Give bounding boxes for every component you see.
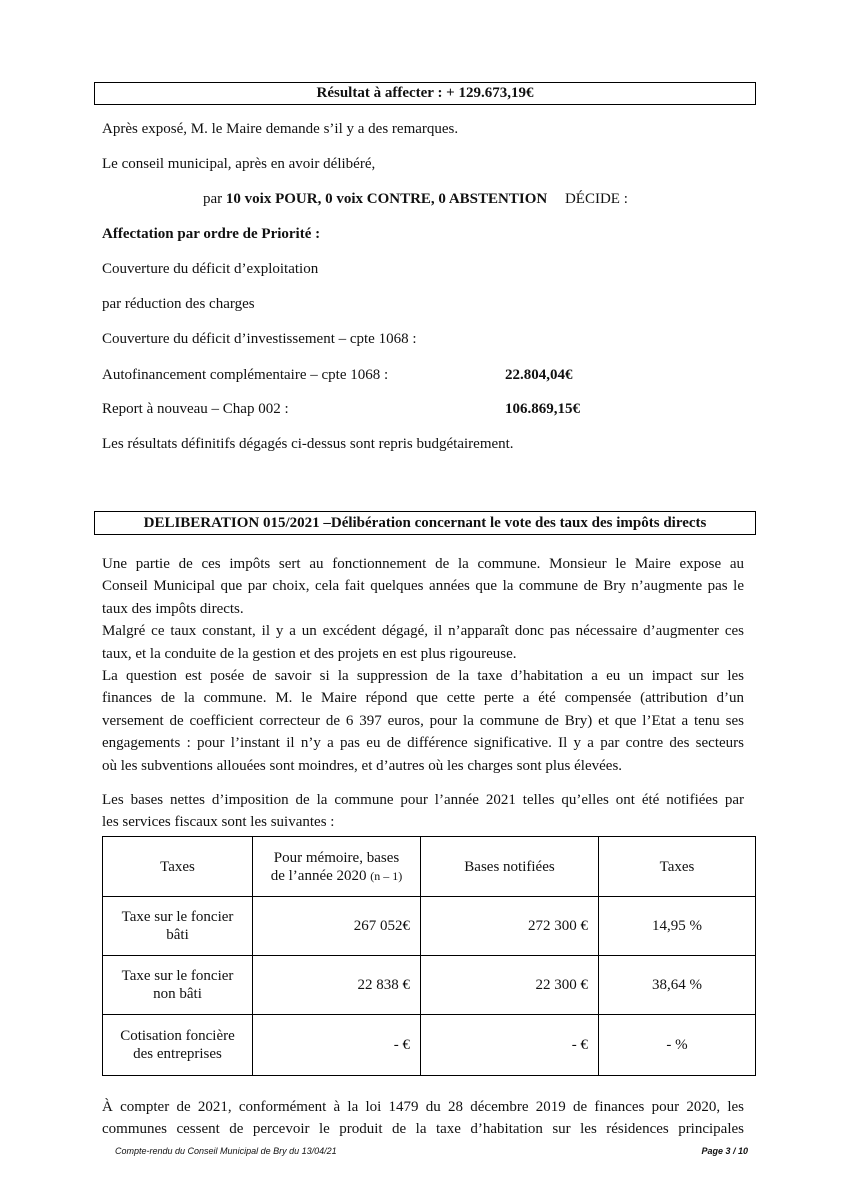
previous-base: 22 838 € xyxy=(253,956,421,1015)
autofinancement-value: 22.804,04€ xyxy=(505,367,573,383)
table-row xyxy=(103,956,756,1015)
body-line: versement de coefficient correcteur de 6 397 euros, pour la commune de Bry) et que l’Etat a tenu ses xyxy=(102,712,744,729)
header-previous-n1: (n – 1) xyxy=(370,868,403,883)
result-box-text: Résultat à affecter : + 129.673,19€ xyxy=(316,85,534,101)
body-line: La question est posée de savoir si la suppression de la taxe d’habitation a eu un impact sur les xyxy=(102,668,744,685)
tax-name-line2: non bâti xyxy=(153,986,202,1002)
remarks-text: Après exposé, M. le Maire demande s’il y a des remarques. xyxy=(102,121,459,137)
tax-name-line2: des entreprises xyxy=(133,1046,222,1062)
final-line: À compter de 2021, conformément à la loi 1479 du 28 décembre 2019 de finances pour 2020, les xyxy=(102,1099,744,1115)
tax-name-line1: Cotisation foncière xyxy=(120,1028,235,1044)
body-line: Une partie de ces impôts sert au fonctionnement de la commune. Monsieur le Maire expose au xyxy=(102,556,744,572)
tax-rate: 38,64 % xyxy=(599,956,756,1015)
final-line: communes cessent de percevoir le produit de la taxe d’habitation sur les résidences principales xyxy=(102,1121,744,1138)
tax-name xyxy=(103,1015,253,1076)
affectation-item: Couverture du déficit d’exploitation xyxy=(102,261,319,277)
body-line: finances de la commune. M. le Maire répond que cette perte a été compensée (attribution d’un xyxy=(102,690,744,707)
result-box xyxy=(94,82,756,105)
body-line: taux des impôts directs. xyxy=(102,600,244,617)
footer-page-number: Page 3 / 10 xyxy=(701,1146,748,1156)
notified-base: 272 300 € xyxy=(421,897,599,956)
deliberation-title: DELIBERATION 015/2021 –Délibération concernant le vote des taux des impôts directs xyxy=(143,515,707,531)
tax-name-line2: bâti xyxy=(166,927,189,943)
resultats-text: Les résultats définitifs dégagés ci-dessus sont repris budgétairement. xyxy=(102,436,514,452)
tax-name-line1: Taxe sur le foncier xyxy=(121,968,234,984)
body-line: engagements : pour l’instant il n’y a pas eu de différence significative. Il y a par contre des secteurs xyxy=(102,735,744,752)
header-previous-bases xyxy=(253,837,421,897)
affectation-item: par réduction des charges xyxy=(102,296,255,312)
affectation-title: Affectation par ordre de Priorité : xyxy=(102,226,321,242)
vote-decide: DÉCIDE : xyxy=(564,191,628,207)
deliberated-text: Le conseil municipal, après en avoir délibéré, xyxy=(102,156,376,172)
bases-line: les services fiscaux sont les suivantes : xyxy=(102,814,335,831)
tax-name xyxy=(103,897,253,956)
previous-base: 267 052€ xyxy=(253,897,421,956)
vote-result: 10 voix POUR, 0 voix CONTRE, 0 ABSTENTION xyxy=(225,191,548,207)
deliberation-title-box xyxy=(94,511,756,535)
header-notified-bases: Bases notifiées xyxy=(421,837,599,897)
body-line: où les subventions allouées sont moindres, et d’autres où les charges sont plus élevées. xyxy=(102,757,623,774)
table-header-row xyxy=(103,837,756,897)
header-previous-line1: Pour mémoire, bases xyxy=(273,849,400,866)
notified-base: 22 300 € xyxy=(421,956,599,1015)
affectation-item: Couverture du déficit d’investissement – cpte 1068 : xyxy=(102,331,417,347)
report-value: 106.869,15€ xyxy=(505,401,580,417)
tax-name xyxy=(103,956,253,1015)
previous-base: - € xyxy=(253,1015,421,1076)
header-taxes: Taxes xyxy=(103,837,253,897)
header-rate: Taxes xyxy=(599,837,756,897)
bases-text xyxy=(102,789,744,834)
vote-line xyxy=(203,191,628,208)
footer-left: Compte-rendu du Conseil Municipal de Bry du 13/04/21 xyxy=(115,1146,337,1156)
bases-line: Les bases nettes d’imposition de la commune pour l’année 2021 telles qu’elles ont été notifiées par xyxy=(102,792,744,808)
tax-name-line1: Taxe sur le foncier xyxy=(121,909,234,925)
body-line: Conseil Municipal que par choix, cela fait quelques années que la commune de Bry n’augmente pas le xyxy=(102,578,744,595)
tax-rate: 14,95 % xyxy=(599,897,756,956)
header-previous-line2: de l’année 2020 xyxy=(270,867,367,884)
tax-bases-table xyxy=(102,836,756,1076)
body-line: Malgré ce taux constant, il y a un excédent dégagé, il n’apparaît donc pas nécessaire d’augmenter ces xyxy=(102,623,744,640)
body-line: taux, et la conduite de la gestion et des projets en est plus rigoureuse. xyxy=(102,645,517,662)
notified-base: - € xyxy=(421,1015,599,1076)
final-text xyxy=(102,1096,744,1141)
report-label: Report à nouveau – Chap 002 : xyxy=(102,401,289,417)
deliberation-body xyxy=(102,553,744,777)
table-row xyxy=(103,1015,756,1076)
vote-par: par xyxy=(203,191,223,207)
autofinancement-label: Autofinancement complémentaire – cpte 1068 : xyxy=(102,367,389,383)
tax-rate: - % xyxy=(599,1015,756,1076)
table-row xyxy=(103,897,756,956)
